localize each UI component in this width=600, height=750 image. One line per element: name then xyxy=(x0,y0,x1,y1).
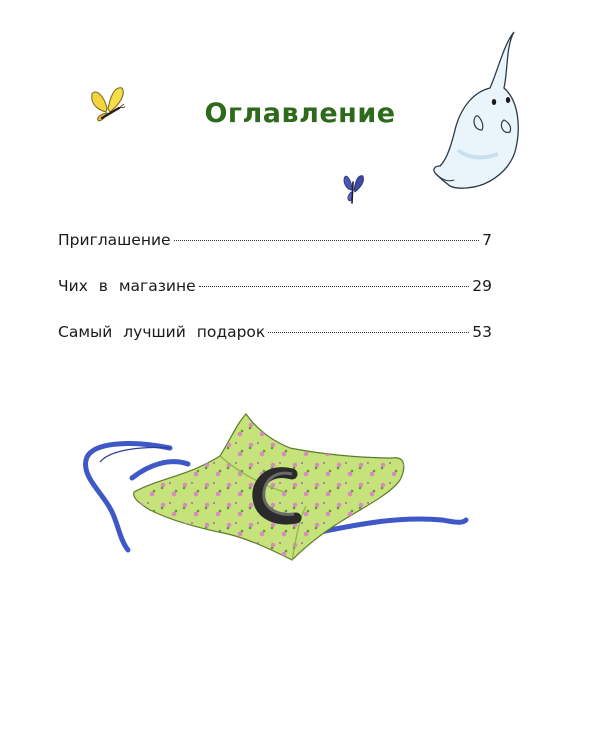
toc-entry-title: Чих в магазине xyxy=(58,277,196,295)
table-of-contents xyxy=(58,231,492,369)
page-title: Оглавление xyxy=(204,98,396,129)
toc-entry-title: Приглашение xyxy=(58,231,171,249)
toc-entry-page: 7 xyxy=(482,231,492,249)
toc-dot-leader xyxy=(174,240,480,241)
toc-entry-title: Самый лучший подарок xyxy=(58,323,266,341)
ghost-icon xyxy=(428,30,528,195)
toc-entry-page: 29 xyxy=(472,277,492,295)
blue-butterfly-icon xyxy=(338,172,368,206)
toc-dot-leader xyxy=(268,332,469,333)
gift-wrap-illustration xyxy=(70,400,490,575)
toc-entry[interactable] xyxy=(58,231,492,277)
toc-dot-leader xyxy=(199,286,470,287)
toc-entry[interactable] xyxy=(58,277,492,323)
toc-entry-page: 53 xyxy=(472,323,492,341)
toc-entry[interactable] xyxy=(58,323,492,369)
